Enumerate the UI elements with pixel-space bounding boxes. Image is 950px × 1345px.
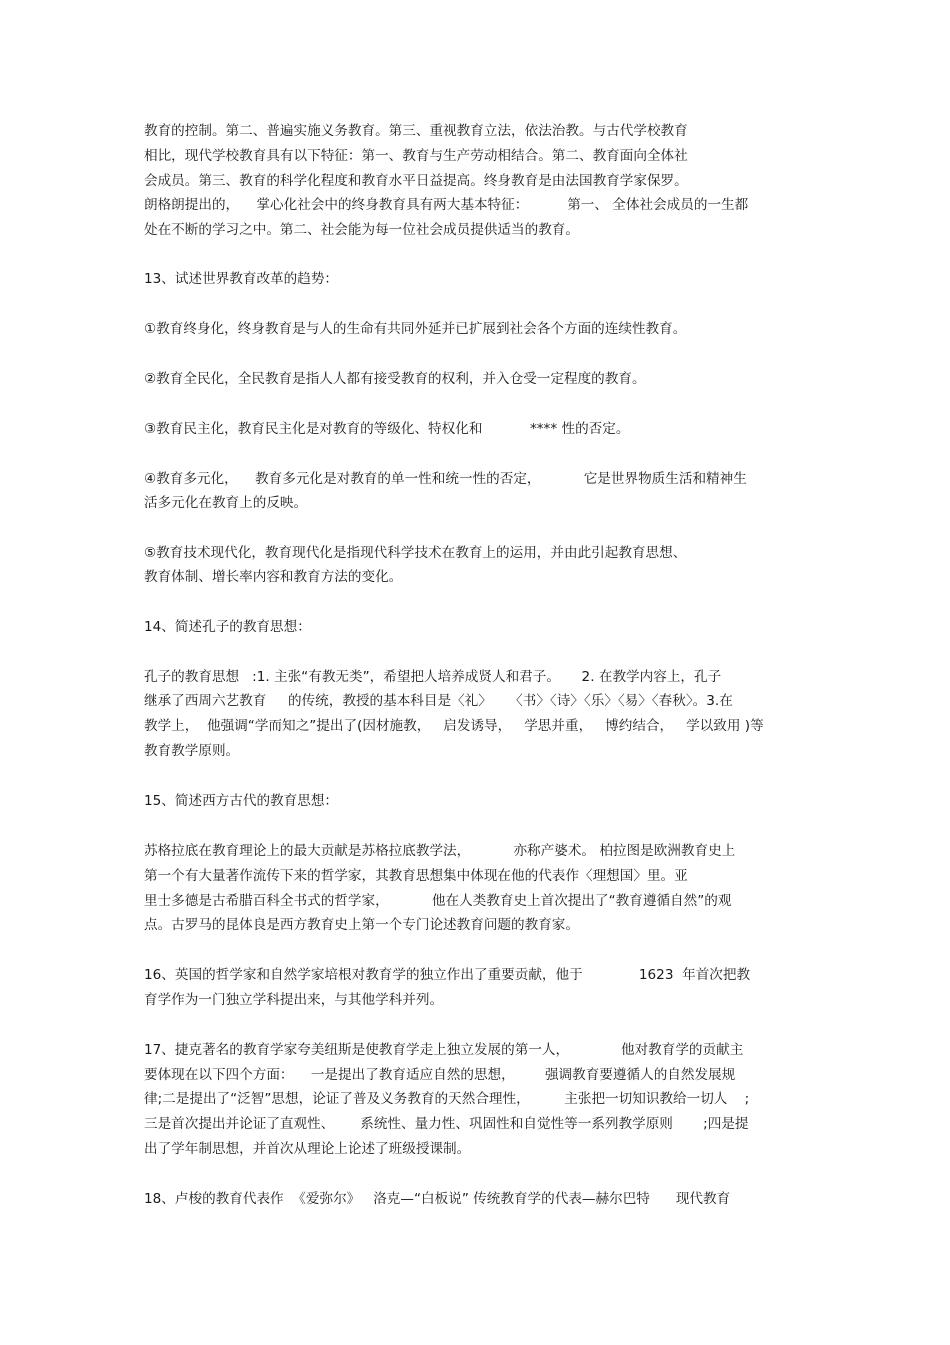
text-line: 第一个有大量著作流传下来的哲学家，其教育思想集中体现在他的代表作〈理想国〉里。亚 (144, 868, 688, 884)
text-line: 孔子的教育思想 :1. 主张“有教无类”，希望把人培养成贤人和君子。 2. 在教学内容上，孔子 (144, 669, 722, 685)
text-line: ③教育民主化，教育民主化是对教育的等级化、特权化和 **** 性的否定。 (144, 421, 630, 437)
text-line: 里士多德是古希腊百科全书式的哲学家， 他在人类教育史上首次提出了“教育遵循自然”的观 (144, 893, 732, 909)
section-heading-16: 16、英国的哲学家和自然学家培根对教育学的独立作出了重要贡献，他于 1623 年首次把教 (144, 967, 751, 983)
text-line: 要体现在以下四个方面： 一是提出了教育适应自然的思想， 强调教育要遵循人的自然发展规 (144, 1067, 736, 1083)
text-line: 三是首次提出并论证了直观性、 系统性、量力性、巩固性和自觉性等一系列教学原则 ;四是提 (144, 1116, 749, 1132)
text-line: 育学作为一门独立学科提出来，与其他学科并列。 (144, 992, 444, 1008)
text-line: ②教育全民化，全民教育是指人人都有接受教育的权利，并入仓受一定程度的教育。 (144, 371, 646, 387)
text-line: 出了学年制思想，并首次从理论上论述了班级授课制。 (144, 1141, 471, 1157)
text-line: 教学上， 他强调“学而知之”提出了(因材施教， 启发诱导， 学思并重， 博约结合， 学以致用 )等 (144, 718, 764, 734)
text-line: 活多元化在教育上的反映。 (144, 495, 308, 511)
text-line: 教育教学原则。 (144, 743, 240, 759)
text-line: 朗格朗提出的， 掌心化社会中的终身教育具有两大基本特征： 第一、 全体社会成员的一生都 (144, 197, 749, 213)
text-line: 会成员。第三、教育的科学化程度和教育水平日益提高。终身教育是由法国教育学家保罗。 (144, 173, 688, 189)
text-line: 教育体制、增长率内容和教育方法的变化。 (144, 569, 403, 585)
text-line: ①教育终身化，终身教育是与人的生命有共同外延并已扩展到社会各个方面的连续性教育。 (144, 321, 687, 337)
section-heading-17: 17、捷克著名的教育学家夸美纽斯是使教育学走上独立发展的第一人， 他对教育学的贡献主 (144, 1042, 744, 1058)
section-heading-13: 13、试述世界教育改革的趋势： (144, 271, 339, 287)
text-line: 处在不断的学习之中。第二、社会能为每一位社会成员提供适当的教育。 (144, 222, 579, 238)
section-heading-15: 15、简述西方古代的教育思想： (144, 793, 339, 809)
text-line: 律;二是提出了“泛智”思想，论证了普及义务教育的天然合理性， 主张把一切知识教给一切人 ; (144, 1091, 750, 1107)
text-line: ④教育多元化， 教育多元化是对教育的单一性和统一性的否定， 它是世界物质生活和精神生 (144, 471, 747, 487)
text-line: 继承了西周六艺教育 的传统，教授的基本科目是〈礼〉 〈书〉〈诗〉〈乐〉〈易〉〈春秋〉。3.在 (144, 693, 733, 709)
section-heading-18: 18、卢梭的教育代表作 《爱弥尔》 洛克—“白板说” 传统教育学的代表—赫尔巴特 现代教育 (144, 1191, 731, 1207)
section-heading-14: 14、简述孔子的教育思想： (144, 619, 311, 635)
text-line: ⑤教育技术现代化，教育现代化是指现代科学技术在教育上的运用，并由此引起教育思想、 (144, 545, 687, 561)
text-line: 苏格拉底在教育理论上的最大贡献是苏格拉底教学法， 亦称产婆术。 柏拉图是欧洲教育史上 (144, 843, 736, 859)
text-line: 相比，现代学校教育具有以下特征：第一、教育与生产劳动相结合。第二、教育面向全体社 (144, 148, 688, 164)
text-line: 点。古罗马的昆体良是西方教育史上第一个专门论述教育问题的教育家。 (144, 917, 579, 933)
text-line: 教育的控制。第二、普遍实施义务教育。第三、重视教育立法，依法治教。与古代学校教育 (144, 123, 688, 139)
